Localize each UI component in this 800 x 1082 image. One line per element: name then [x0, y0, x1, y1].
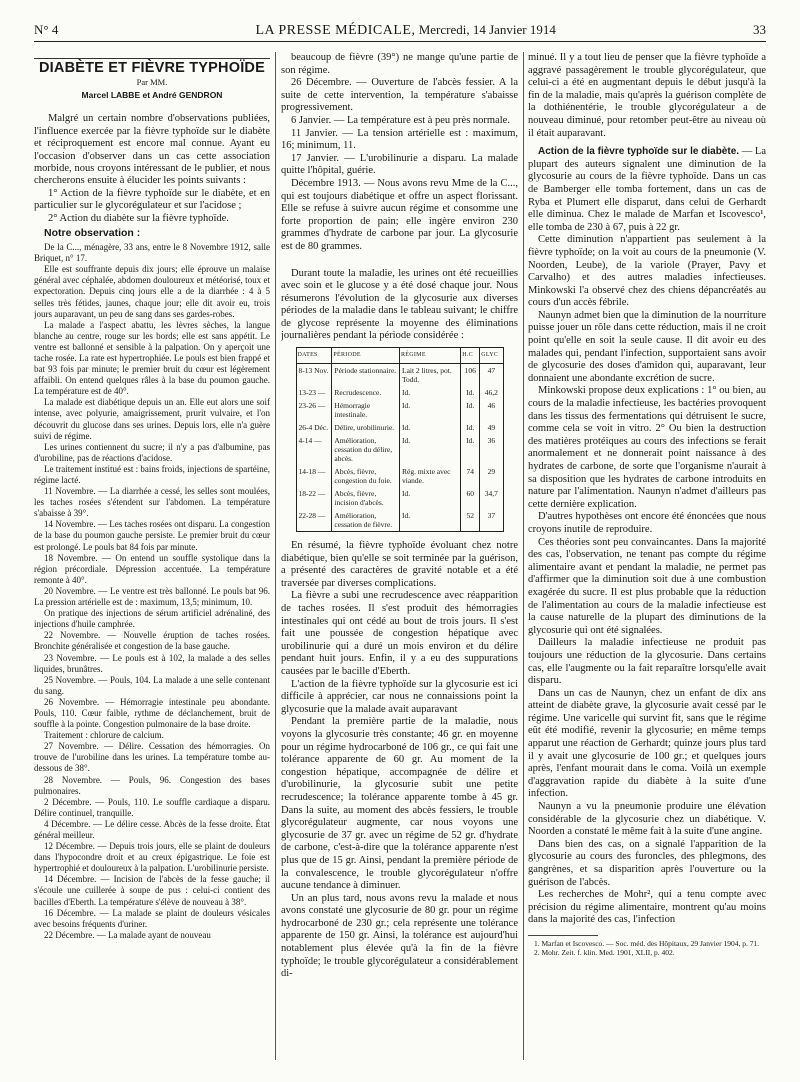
- table-cell: Id.: [399, 386, 460, 399]
- paragraph: Cette diminution n'appartient pas seulement à la fièvre typhoïde; on la voit au cours de la pneumonie (V. Noorden, Leube), de la variole (Prayer, Pavy et Carvalho) et des autres maladies infectieuses. Minkowski l'a observé chez des chiens dépancréatés au cours d'un accès fébrile.: [528, 234, 766, 309]
- table-cell: 36: [487, 436, 496, 446]
- table-cell: Id.: [399, 399, 460, 421]
- running-header: [34, 22, 766, 42]
- table-row: [296, 434, 503, 465]
- table-body: [296, 364, 503, 532]
- paragraph: 4 Décembre. — Le délire cesse. Abcès de la fesse droite. État général meilleur.: [34, 818, 270, 840]
- table-header-dates: DATES: [296, 348, 332, 364]
- page-number: 33: [752, 22, 766, 37]
- paragraph: Dans bien des cas, on a signalé l'apparition de la glycosurie au cours des furoncles, des phlegmons, des gangrènes, et sa disparition après l'ouverture ou la guérison de l'abcès.: [528, 838, 766, 888]
- table-cell: Hémorragie intestinale.: [332, 399, 400, 421]
- table-cell: 34,7: [484, 489, 498, 499]
- table-cell: Abcès, fièvre, incision d'abcès.: [332, 487, 400, 509]
- table-cell: Amélioration, cessation de fièvre.: [332, 509, 400, 532]
- byline-prefix: Par MM.: [136, 77, 168, 88]
- table-header-row: [296, 348, 503, 364]
- paragraph: En résumé, la fièvre typhoïde évoluant chez notre diabétique, bien qu'elle se soit terminée par la guérison, a présenté des caractères de gravité notable et a été traversée par diverses complications.: [281, 540, 518, 589]
- table-header-regime: RÉGIME: [399, 348, 460, 364]
- table-header-glyc: GLYC: [480, 348, 503, 364]
- table-header-hc: H.C: [461, 348, 480, 364]
- table-cell: Id.: [399, 487, 460, 509]
- paragraph: Dans un cas de Naunyn, chez un enfant de dix ans atteint de diabète grave, la glycosurie avait cessé par le régime. Une varicelle qui survint fit, sans que le régime eût été modifié, revenir la glycosurie; en même temps apparut une réaction de Gerhardt; quinze jours plus tard il y avait une glycosurie de 100 gr.; et quelques jours après, l'enfant mourait dans le coma. Voilà un exemple d'aggravation rapide du diabète à la suite d'une infection.: [528, 687, 766, 800]
- intro-point-2: 2° Action du diabète sur la fièvre typhoïde.: [48, 212, 229, 224]
- article-title: DIABÈTE ET FIÈVRE TYPHOÏDE: [34, 58, 270, 74]
- journal-title: LA PRESSE MÉDICALE,: [255, 23, 416, 38]
- paragraph: 14 Décembre. — Incision de l'abcès de la fesse gauche; il s'écoule une cuillerée à soupe de pus : celui-ci contient des bacilles d'Eberth. La température s'élève de nouveau à 38°.: [34, 874, 270, 907]
- section2-body: [528, 234, 766, 927]
- table-cell: Id.: [461, 434, 480, 465]
- intro-paragraph: Malgré un certain nombre d'observations publiées, l'influence exercée par la fièvre typhoïde sur le diabète et réciproquement est encore mal connue. Ayant eu l'occasion d'observer dans un cas cette association morbide, nous croyons intéressant de le publier, et nous chercherons ensuite à élucider les points suivants :: [34, 113, 270, 187]
- table-cell: Id.: [399, 421, 460, 434]
- paragraph: Naunyn admet bien que la diminution de la nourriture puisse jouer un rôle dans cette réduction, mais il ne croit point qu'elle en soit la seule cause. Il dit avoir eu des malades qui, pendant l'infection, supportaient sans avoir de glycosurie des doses d'amidon qui, auparavant, leur donnaient une abondante excrétion de sucre.: [528, 309, 766, 384]
- intro-point-1: 1° Action de la fièvre typhoïde sur le diabète, et en particulier sur le glycorégulateur et sur l'acidose ;: [34, 187, 270, 212]
- journal-line: [255, 22, 555, 39]
- paragraph: 27 Novembre. — Délire. Cessation des hémorragies. On trouve de l'urobiline dans les urines. La température tombe au-dessous de 38°.: [34, 741, 270, 774]
- table-cell: 47: [487, 366, 496, 376]
- paragraph: 20 Novembre. — Le ventre est très ballonné. Le pouls bat 96. La pression artérielle est de : maximum, 13,5; minimum, 10.: [34, 585, 270, 608]
- paragraph: D'autres hypothèses ont encore été énoncées que nous croyons inutile de reproduire.: [528, 511, 766, 535]
- table-cell: 46: [487, 401, 496, 411]
- issue-number: N° 4: [34, 22, 59, 37]
- paragraph: Les urines contiennent du sucre; il n'y a pas d'albumine, pas d'urobiline, pas de réactions d'acidose.: [34, 441, 270, 463]
- paragraph: Elle est souffrante depuis dix jours; elle éprouve un malaise général avec céphalée, abdomen douloureux et météorisé, toux et expectoration. Depuis cinq jours elle a de la diarrhée : 4 à 5 selles très fétides, jaunes, chaque jour; elle dit avoir eu, trois jours auparavant, un peu de sang dans ses gardes-robes.: [34, 264, 270, 319]
- paragraph: On pratique des injections de sérum artificiel adrénaliné, des injections d'huile camphrée.: [34, 608, 270, 630]
- paragraph: Naunyn a vu la pneumonie produire une élévation considérable de la glycosurie chez un diabétique. V. Noorden a constaté le même fait à la suite d'une angine.: [528, 801, 766, 838]
- table-row: [296, 364, 503, 387]
- section2-first-paragraph: — La plupart des auteurs signalent une diminution de la glycosurie au cours de la fièvre typhoïde. Dans un cas de Bamberger elle tomba fortement, dans un cas de Ryba et Plumert elle disparut, dans celui de Gerhardt elle diminua. Chez le malade de Marfan et Iscovesco¹, elle tomba de 230 à 67, puis à 22 gr.: [528, 146, 766, 233]
- paragraph: L'action de la fièvre typhoïde sur la glycosurie est ici difficile à apprécier, car nous ne connaissions point la glycosurie que la malade avait auparavant: [281, 678, 518, 715]
- table-cell: Abcès, fièvre, congestion du foie.: [332, 465, 400, 487]
- paragraph: La malade a l'aspect abattu, les lèvres sèches, la langue blanche au centre, rouge sur les bords; elle est sans appétit. Le ventre est ballonné et sensible à la palpation. On y aperçoit une tache rosée. La rate est hypertrophiée. Le pouls est bien frappé et bat 93 fois par minute; le premier bruit du cœur est légèrement affaibli. On entend quelques râles à la base du poumon gauche. La température est de 40°.: [34, 319, 270, 397]
- paragraph: Traitement : chlorure de calcium.: [44, 730, 164, 741]
- table-cell: 106: [461, 364, 480, 387]
- paragraph: beaucoup de fièvre (39°) ne mange qu'une partie de son régime.: [281, 52, 518, 76]
- paragraph: Décembre 1913. — Nous avons revu Mme de la C..., qui est toujours diabétique et offre un aspect florissant. Elle se refuse à suivre aucun régime et consomme une forte proportion de pain; elle ingère environ 230 grammes d'hydrate de carbone par jour. La glycosurie est de 80 grammes.: [281, 177, 518, 252]
- table-cell: Amélioration, cessation du délire, abcès.: [332, 434, 400, 465]
- table-cell: 26-4 Déc.: [296, 421, 332, 434]
- paragraph: 12 Décembre. — Depuis trois jours, elle se plaint de douleurs dans l'hypocondre droit et au creux épigastrique. Le foie est hypertrophié et douloureux à la palpation. L'urobilinurie persiste.: [34, 841, 270, 874]
- paragraph: Ces théories sont peu convaincantes. Dans la majorité des cas, l'observation, ne tenant pas compte du régime alimentaire avant et pendant la maladie, ne permet pas d'affirmer que la diminution soit due à une combustion exagérée du sucre. Il est plus probable que la réduction de l'alimentation au cours de la maladie infectieuse est la cause naturelle de la plupart des diminutions de la glycosurie qui ont été signalées.: [528, 536, 766, 636]
- table-cell: Recrudescence.: [332, 386, 400, 399]
- paragraph: 16 Décembre. — La malade se plaint de douleurs vésicales avec besoins fréquents d'uriner.: [34, 907, 270, 929]
- section2-heading: Action de la fièvre typhoïde sur le diabète.: [538, 146, 740, 158]
- table-cell: Lait 2 litres, pot. Todd.: [399, 364, 460, 387]
- table-cell: 49: [487, 423, 496, 433]
- article-authors: Marcel LABBE et André GENDRON: [81, 90, 223, 101]
- table-cell: Id.: [461, 421, 480, 434]
- table-cell: 8-13 Nov.: [296, 364, 332, 387]
- paragraph: 25 Novembre. — Pouls, 104. La malade a une selle contenant du sang.: [34, 674, 270, 696]
- paragraph: 28 Novembre. — Pouls, 96. Congestion des bases pulmonaires.: [34, 774, 270, 796]
- paragraph: 2. Mohr. Zeit. f. klin. Med. 1901, XLII, p. 402.: [534, 948, 675, 958]
- paragraph: 6 Janvier. — La température est à peu près normale.: [291, 114, 510, 126]
- table-cell: 4-14 —: [296, 434, 332, 465]
- paragraph: La malade est diabétique depuis un an. Elle eut alors une soif intense, avec polyurie, amaigrissement, prurit vulvaire, et l'on découvrit du glucose dans ses urines. Depuis lors, elle n'a guère suivi de régime.: [34, 397, 270, 441]
- paragraph: Dailleurs la maladie infectieuse ne produit pas toujours une réduction de la glycosurie. Dans certains cas, elle l'augmente ou la fait reparaître lorsqu'elle avait disparu.: [528, 637, 766, 687]
- paragraph: Le traitement institué est : bains froids, injections de spartéine, régime lacté.: [34, 463, 270, 485]
- table-row: [296, 399, 503, 421]
- column-3: [528, 52, 766, 1062]
- column-2: [281, 52, 518, 1062]
- table-cell: 14-18 —: [296, 465, 332, 487]
- table-cell: 13-23 —: [296, 386, 332, 399]
- table-cell: Délire, urobilinurie.: [332, 421, 400, 434]
- paragraph: 23 Novembre. — Le pouls est à 102, la malade a des selles liquides, brunâtres.: [34, 652, 270, 674]
- table-cell: 60: [461, 487, 480, 509]
- paragraph: 2 Décembre. — Pouls, 110. Le souffle cardiaque a disparu. Délire continuel, tranquille.: [34, 796, 270, 818]
- table-cell: 18-22 —: [296, 487, 332, 509]
- table-cell: 37: [487, 511, 496, 521]
- paragraph: 18 Novembre. — On entend un souffle systolique dans la région précordiale. Dépression accentuée. La température remonte à 40°.: [34, 552, 270, 585]
- paragraph: Les recherches de Mohr², qui a tenu compte avec précision du régime alimentaire, montrent qu'au moins dans la majorité des cas, l'infection: [528, 889, 766, 926]
- table-cell: 74: [461, 465, 480, 487]
- table-row: [296, 421, 503, 434]
- paragraph: 11 Janvier. — La tension artérielle est : maximum, 16; minimum, 11.: [281, 127, 518, 152]
- table-cell: Id.: [461, 386, 480, 399]
- table-row: [296, 487, 503, 509]
- paragraph: Pendant la première partie de la maladie, nous voyons la glycosurie très constante; 46 gr. en moyenne pour un régime hydrocarboné de 106 gr., ce qui fait une tolérance apparente de 60 gr. Au moment de la congestion hépatique, accompagnée de délire et d'urobilinurie, la glycosurie subit une petite recrudescence; la tolérance apparente tombe à 45 gr. Dans la suite, au moment des abcès fessiers, le trouble glycorégulateur augmente, car nous voyons une glycosurie de 37 gr. avec un régime de 52 gr. d'hydrate de carbone, c'est-à-dire que la tolérance apparente n'est plus que de 15 gr. Ainsi, pendant la première période de la convalescence, le trouble glycorégulateur n'offre aucune tendance à diminuer.: [281, 716, 518, 892]
- col3-continuation: minué. Il y a tout lieu de penser que la fièvre typhoïde a aggravé passagèrement le trouble glycorégulateur, que celui-ci a été en augmentant depuis le début jusqu'à la fin de la maladie, mais qu'après la guérison complète de la dothiénentérie, le trouble glycorégulateur a de nouveau diminué, pour retomber peut-être au niveau où il était auparavant.: [528, 52, 766, 139]
- paragraph: 17 Janvier. — L'urobilinurie a disparu. La malade quitte l'hôpital, guérie.: [281, 152, 518, 177]
- paragraph: 14 Novembre. — Les taches rosées ont disparu. La congestion de la base du poumon gauche persiste. Le premier bruit du cœur est prolongé. Le pouls bat 84 fois par minute.: [34, 519, 270, 552]
- observation-heading: Notre observation :: [44, 226, 141, 239]
- paragraph: 22 Décembre. — La malade ayant de nouveau: [44, 929, 211, 940]
- table-intro-paragraph: Durant toute la maladie, les urines ont été recueillies avec soin et le glucose y a été dosé chaque jour. Nous résumerons l'évolution de la glycosurie aux diverses périodes de la maladie dans le tableau suivant; le chiffre de glycose représente la moyenne des éliminations journalières pendant la période considérée :: [281, 267, 518, 342]
- table-cell: Rég. mixte avec viande.: [399, 465, 460, 487]
- glycosuria-table: [296, 347, 504, 532]
- table-cell: 52: [461, 509, 480, 532]
- column-1: [34, 52, 270, 1062]
- paragraph: 22 Novembre. — Nouvelle éruption de taches rosées. Bronchite généralisée et congestion de la base gauche.: [34, 630, 270, 652]
- table-cell: 23-26 —: [296, 399, 332, 421]
- table-cell: Id.: [461, 399, 480, 421]
- paragraph: 11 Novembre. — La diarrhée a cessé, les selles sont moulées, les taches rosées s'étendent sur l'abdomen. La température s'abaisse à 39°.: [34, 486, 270, 519]
- paragraph: 1. Marfan et Iscovesco. — Soc. méd. des Hôpitaux, 29 Janvier 1904, p. 71.: [534, 938, 760, 948]
- paragraph: 26 Novembre. — Hémorragie intestinale peu abondante. Pouls, 110. Cœur faible, rythme de déclanchement, bruit de souffle à la pointe. Congestion pulmonaire de la base droite.: [34, 696, 270, 730]
- footnotes: [528, 939, 766, 958]
- footnote-rule: [528, 935, 598, 936]
- table-cell: 29: [487, 467, 496, 477]
- observation-continuation: [281, 52, 518, 254]
- table-cell: Id.: [399, 434, 460, 465]
- paragraph: De la C..., ménagère, 33 ans, entre le 8 Novembre 1912, salle Briquet, n° 17.: [34, 242, 270, 264]
- observation-entries: [34, 242, 270, 941]
- paragraph: La fièvre a subi une recrudescence avec réapparition de taches rosées. Il s'est produit des hémorragies intestinales qui ont cédé au bout de trois jours. Il s'est fait une poussée de congestion hépatique avec urobilinurie qui a duré un mois environ et du délire pendant huit jours. Enfin, il y a eu des suppurations causées par le bacille d'Eberth.: [281, 590, 518, 677]
- discussion-text: [281, 540, 518, 981]
- issue-date: Mercredi, 14 Janvier 1914: [418, 22, 556, 37]
- column-rule-1: [275, 52, 276, 1060]
- paragraph: Un an plus tard, nous avons revu la malade et nous avons constaté une glycosurie de 80 gr. pour un régime hydrocarboné de 230 gr.; cela représente une tolérance apparente de 150 gr. Ainsi, la tolérance est aujourd'hui notablement plus élevée qu'à la fin de la fièvre typhoïde; le trouble glycorégulateur a considérablement di-: [281, 892, 518, 980]
- paragraph: 26 Décembre. — Ouverture de l'abcès fessier. A la suite de cette intervention, la température s'abaisse progressivement.: [281, 77, 518, 114]
- paragraph: Minkowski propose deux explications : 1° ou bien, au cours de la maladie infectieuse, les bactéries provoquent dans les tissus des fermentations qui détruisent le sucre, comme cela se voit in vitro. 2° Ou bien la destruction des matières protéiques au cours des infections se ferait anormalement et ne donnerait point naissance à des hydrates de carbone, de sorte que l'organisme n'aurait à sa disposition que les hydrates de carbone introduits en nature par l'alimentation. Naunyn n'admet d'ailleurs pas cette dernière explication.: [528, 385, 766, 510]
- table-row: [296, 386, 503, 399]
- table-cell: Id.: [399, 509, 460, 532]
- table-row: [296, 509, 503, 532]
- table-header-periode: PÉRIODE: [332, 348, 400, 364]
- table-cell: Période stationnaire.: [332, 364, 400, 387]
- table-row: [296, 465, 503, 487]
- column-rule-2: [523, 52, 524, 1060]
- table-cell: 22-28 —: [296, 509, 332, 532]
- table-cell: 46,2: [484, 388, 498, 398]
